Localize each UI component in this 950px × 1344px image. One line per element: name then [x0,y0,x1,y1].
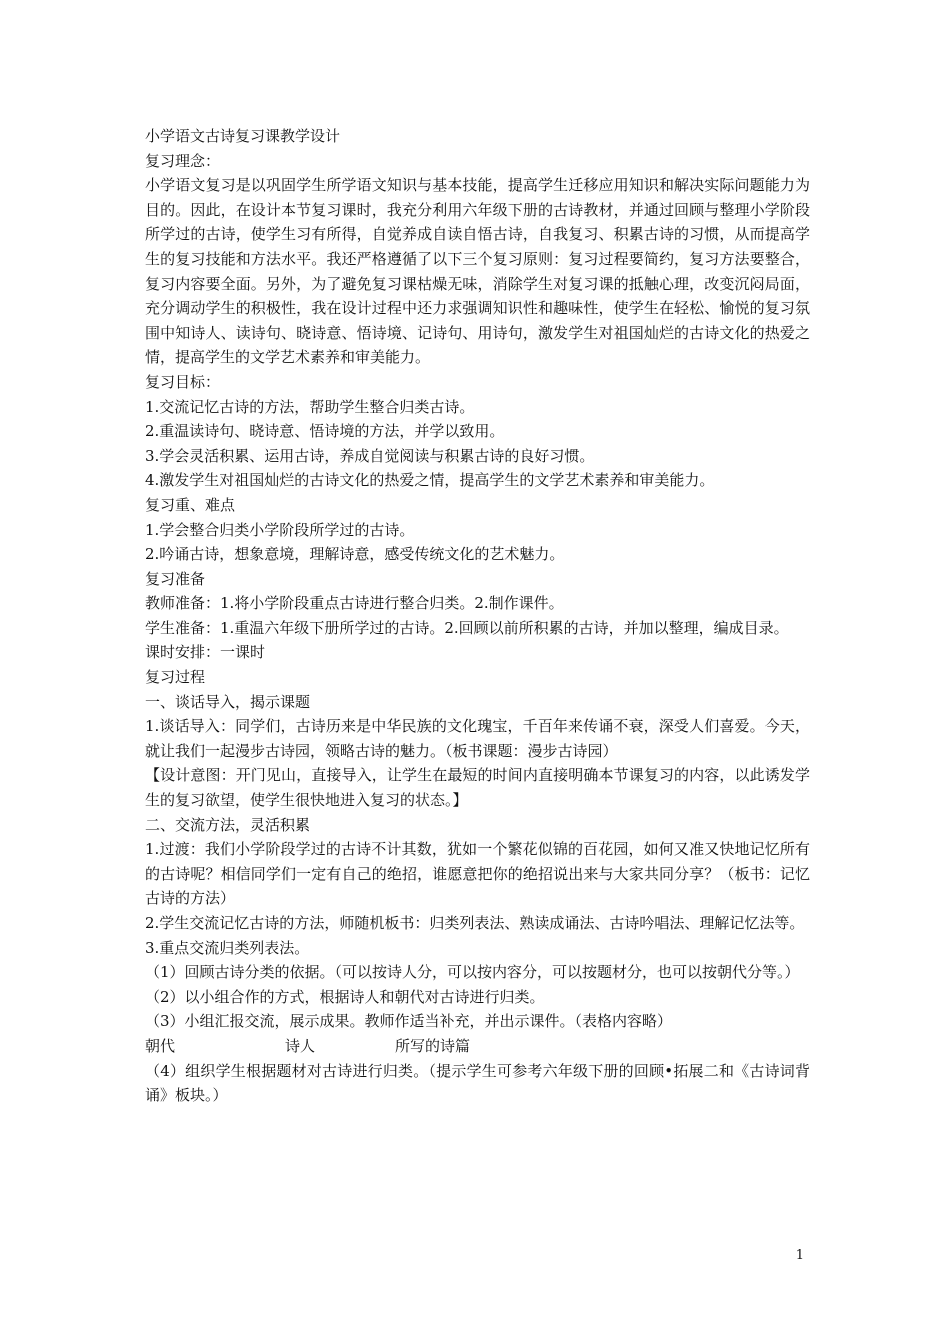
paragraph: （2）以小组合作的方式，根据诗人和朝代对古诗进行归类。 [145,987,545,1006]
paragraph: 【设计意图：开门见山，直接导入，让学生在最短的时间内直接明确本节课复习的内容，以此诱发学生的复习欲望，使学生很快地进入复习的状态。】 [145,766,810,810]
paragraph: 二、交流方法，灵活积累 [145,815,311,834]
paragraph: （1）回顾古诗分类的依据。（可以按诗人分，可以按内容分，可以按题材分，也可以按朝代分等。） [145,963,800,982]
paragraph: 一、谈话导入，揭示课题 [145,692,311,711]
table-header-poems: 所写的诗篇 [395,1036,471,1055]
paragraph: （4）组织学生根据题材对古诗进行归类。（提示学生可参考六年级下册的回顾•拓展二和《古诗词背诵》板块。） [145,1061,810,1105]
paragraph: 2.重温读诗句、晓诗意、悟诗境的方法，并学以致用。 [145,422,505,441]
table-header-row [145,1034,810,1059]
document-title: 小学语文古诗复习课教学设计 [145,127,341,145]
paragraph: 复习目标： [145,372,221,391]
paragraph: 小学语文复习是以巩固学生所学语文知识与基本技能，提高学生迁移应用知识和解决实际问题能力为目的。因此，在设计本节复习课时，我充分利用六年级下册的古诗教材，并通过回顾与整理小学阶段所学过的古诗，使学生习有所得，自觉养成自读自悟古诗，自我复习、积累古诗的习惯，从而提高学生的复习技能和方法水平。我还严格遵循了以下三个复习原则：复习过程要简约，复习方法要整合，复习内容要全面。另外，为了避免复习课枯燥无味，消除学生对复习课的抵触心理，改变沉闷局面，充分调动学生的积极性，我在设计过程中还力求强调知识性和趣味性，使学生在轻松、愉悦的复习氛围中知诗人、读诗句、晓诗意、悟诗境、记诗句、用诗句，激发学生对祖国灿烂的古诗文化的热爱之情，提高学生的文学艺术素养和审美能力。 [145,176,810,367]
paragraph: 1.谈话导入：同学们，古诗历来是中华民族的文化瑰宝，千百年来传诵不衰，深受人们喜爱。今天，就让我们一起漫步古诗园，领略古诗的魅力。（板书课题：漫步古诗园） [145,717,810,760]
paragraph: 2.吟诵古诗，想象意境，理解诗意，感受传统文化的艺术魅力。 [145,545,565,564]
paragraph: 1.交流记忆古诗的方法，帮助学生整合归类古诗。 [145,397,475,416]
paragraph: 复习重、难点 [145,495,236,514]
paragraph: 1.学会整合归类小学阶段所学过的古诗。 [145,520,415,539]
paragraph: （3）小组汇报交流，展示成果。教师作适当补充，并出示课件。（表格内容略） [145,1012,673,1031]
table-header-dynasty: 朝代 [145,1036,176,1055]
paragraph: 2.学生交流记忆古诗的方法，师随机板书：归类列表法、熟读成诵法、古诗吟唱法、理解记忆法等。 [145,914,805,932]
document-body [145,124,810,1108]
paragraph: 学生准备：1.重温六年级下册所学过的古诗。2.回顾以前所积累的古诗，并加以整理，编成目录。 [145,618,789,637]
table-header-poet: 诗人 [285,1036,316,1055]
page-number: 1 [795,1248,804,1263]
paragraph: 复习理念： [145,151,221,170]
paragraph: 3.重点交流归类列表法。 [145,938,310,957]
paragraph: 3.学会灵活积累、运用古诗，养成自觉阅读与积累古诗的良好习惯。 [145,446,595,465]
paragraph: 教师准备：1.将小学阶段重点古诗进行整合归类。2.制作课件。 [145,594,564,613]
paragraph: 课时安排：一课时 [145,643,266,662]
paragraph: 复习过程 [145,668,206,687]
paragraph: 复习准备 [145,569,206,588]
paragraph: 4.激发学生对祖国灿烂的古诗文化的热爱之情，提高学生的文学艺术素养和审美能力。 [145,471,715,490]
paragraph: 1.过渡：我们小学阶段学过的古诗不计其数，犹如一个繁花似锦的百花园，如何又准又快地记忆所有的古诗呢？相信同学们一定有自己的绝招，谁愿意把你的绝招说出来与大家共同分享？（板书：记忆古诗的方法） [145,840,810,908]
